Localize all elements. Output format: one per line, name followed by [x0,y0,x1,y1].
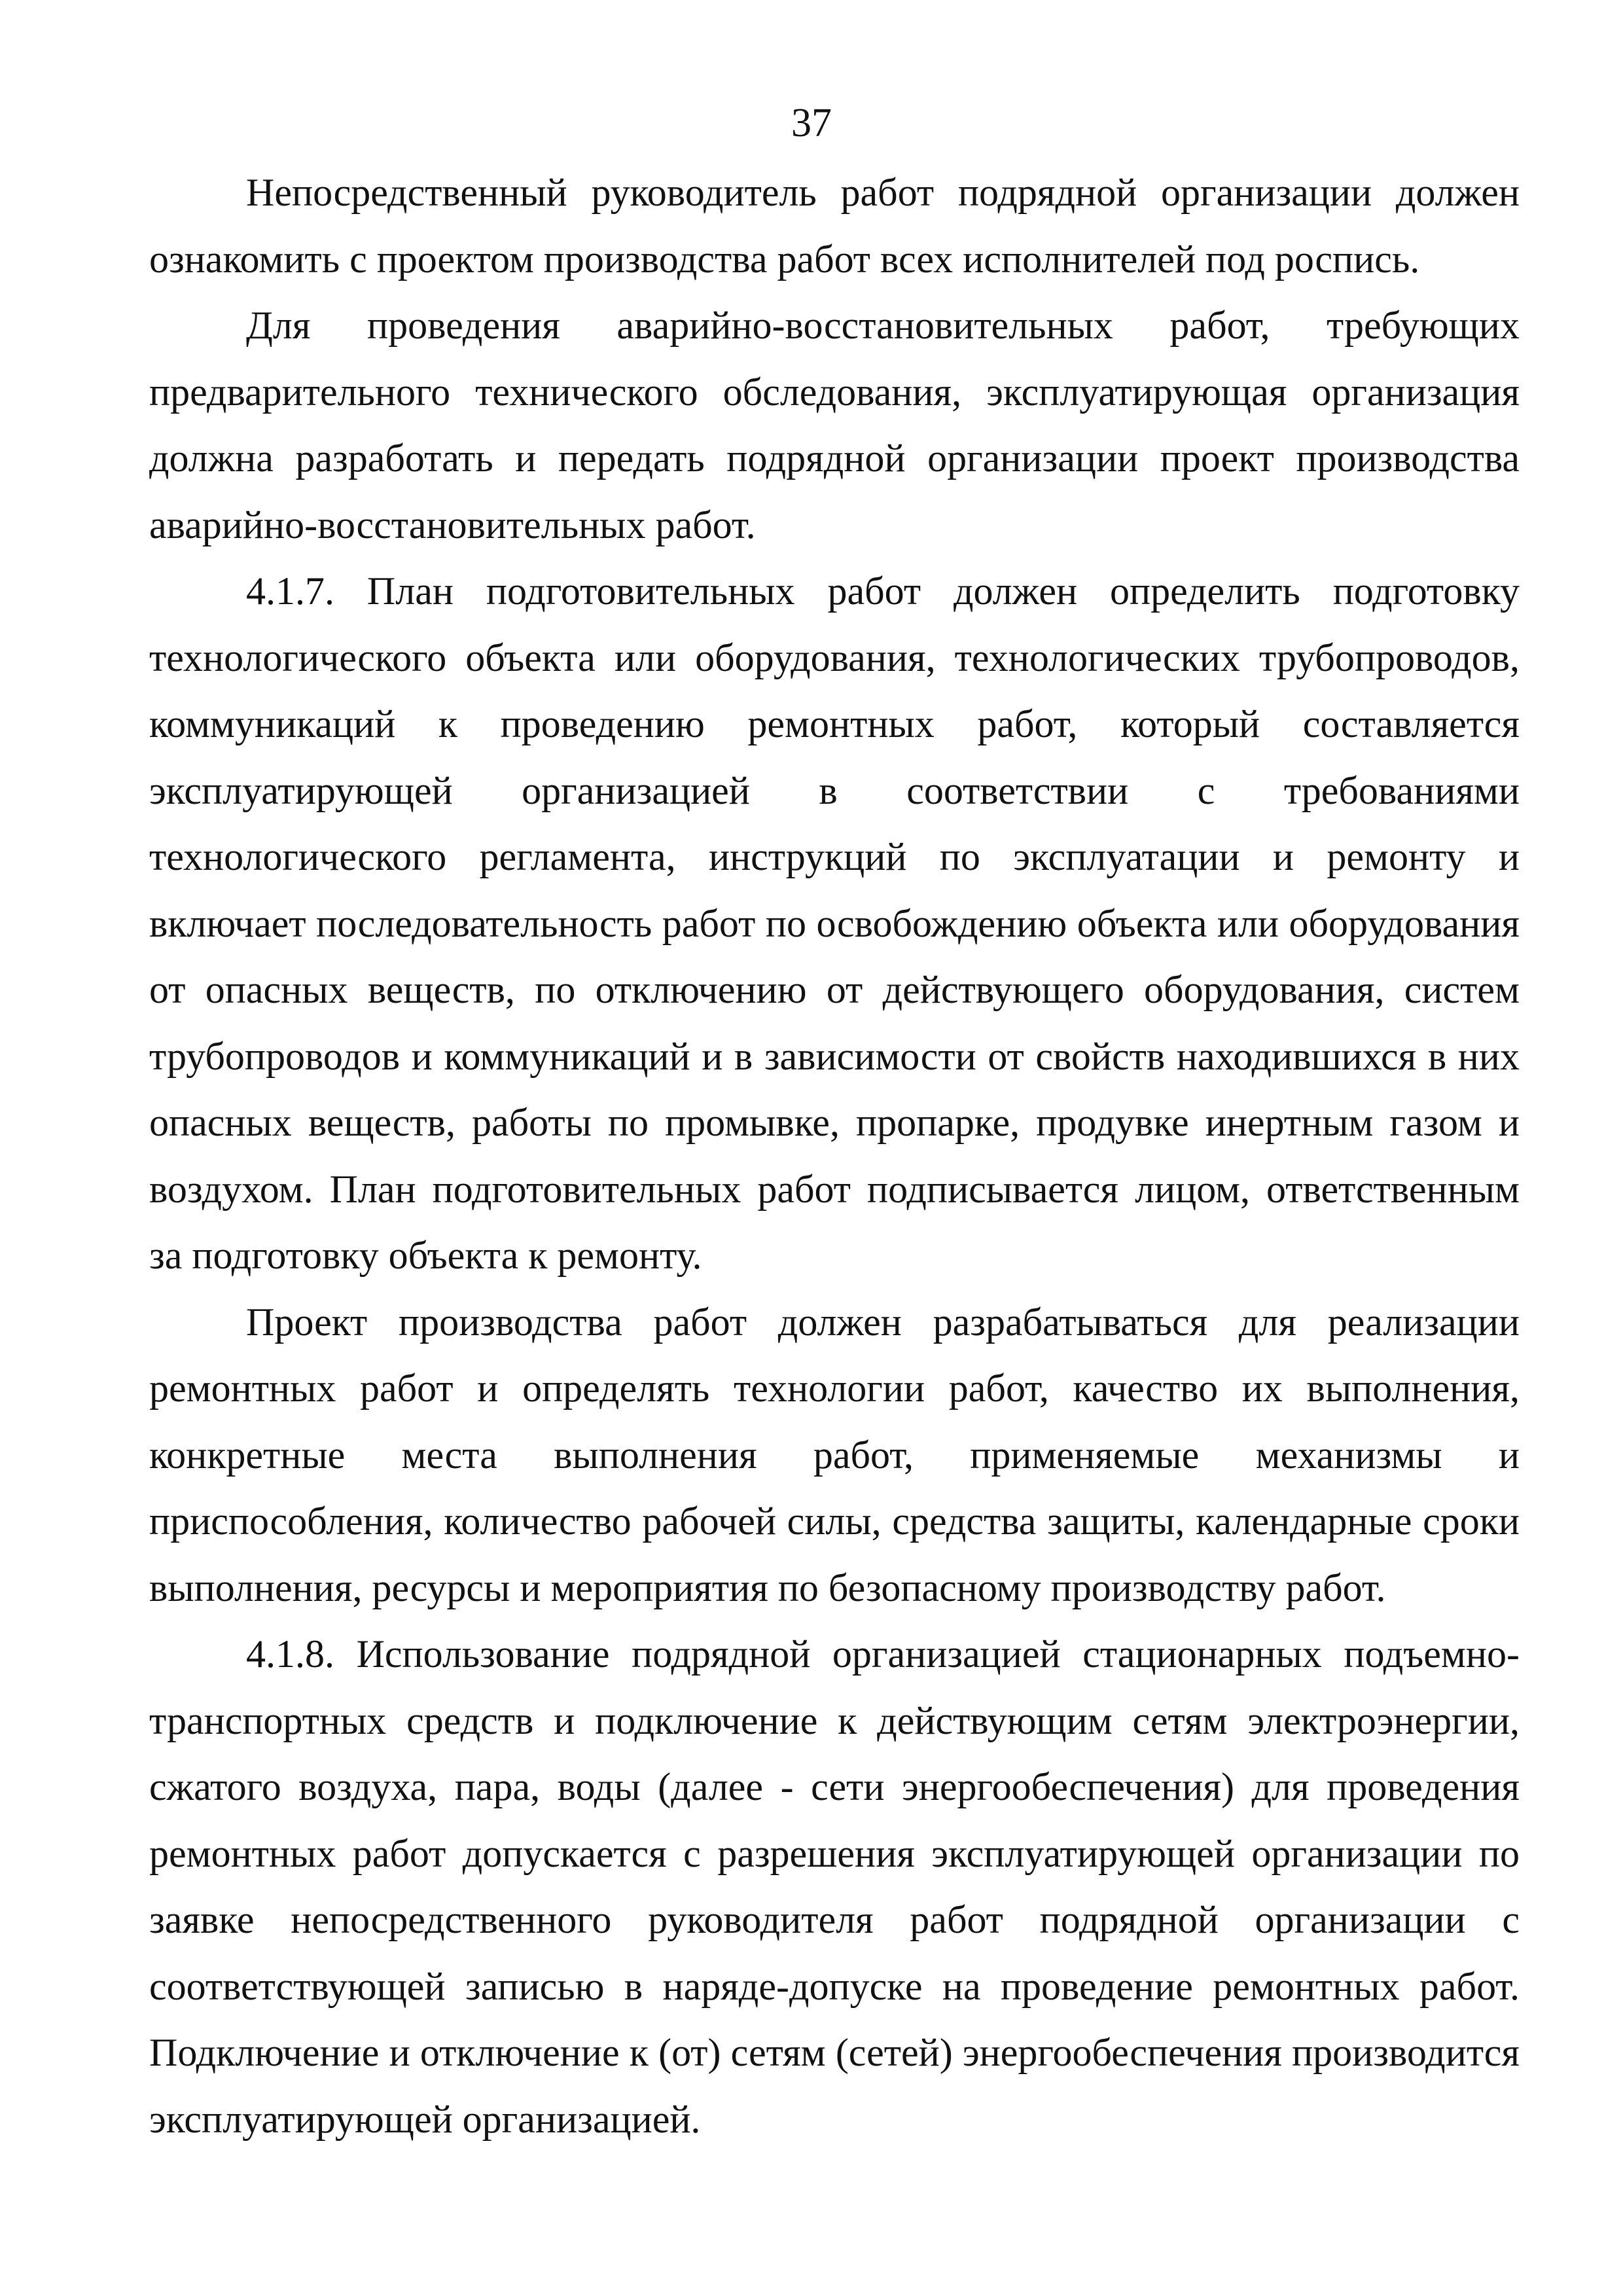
page-number: 37 [791,101,832,145]
paragraph-4-1-7: 4.1.7. План подготовительных работ должен определить подготовку технологического объекта или оборудования, технологических трубопроводов, коммуникаций к проведению ремонтных работ, который составляется эксплуатирующей организацией в соответствии с требованиями технологического регламента, инструкций по эксплуатации и ремонту и включает последовательность работ по освобождению объекта или оборудования от опасных веществ, по отключению от действующего оборудования, систем трубопроводов и коммуникаций и в зависимости от свойств находившихся в них опасных веществ, работы по промывке, пропарке, продувке инертным газом и воздухом. План подготовительных работ подписывается лицом, ответственным за подготовку объекта к ремонту. [149,569,1520,1277]
paragraph-supervisor-briefing: Непосредственный руководитель работ подрядной организации должен ознакомить с проектом производства работ всех исполнителей под роспись. [149,171,1520,281]
paragraph-emergency-recovery-project: Для проведения аварийно-восстановительных работ, требующих предварительного технического обследования, эксплуатирующая организация должна разработать и передать подрядной организации проект производства аварийно-восстановительных работ. [149,304,1520,547]
document-body [149,160,1520,2153]
paragraph-work-project: Проект производства работ должен разрабатываться для реализации ремонтных работ и определять технологии работ, качество их выполнения, конкретные места выполнения работ, применяемые механизмы и приспособления, количество рабочей силы, средства защиты, календарные сроки выполнения, ресурсы и мероприятия по безопасному производству работ. [149,1300,1520,1609]
paragraph-4-1-8: 4.1.8. Использование подрядной организацией стационарных подъемно-транспортных средств и подключение к действующим сетям электроэнергии, сжатого воздуха, пара, воды (далее - сети энергообеспечения) для проведения ремонтных работ допускается с разрешения эксплуатирующей организации по заявке непосредственного руководителя работ подрядной организации с соответствующей записью в наряде-допуске на проведение ремонтных работ. Подключение и отключение к (от) сетям (сетей) энергообеспечения производится эксплуатирующей организацией. [149,1632,1520,2141]
